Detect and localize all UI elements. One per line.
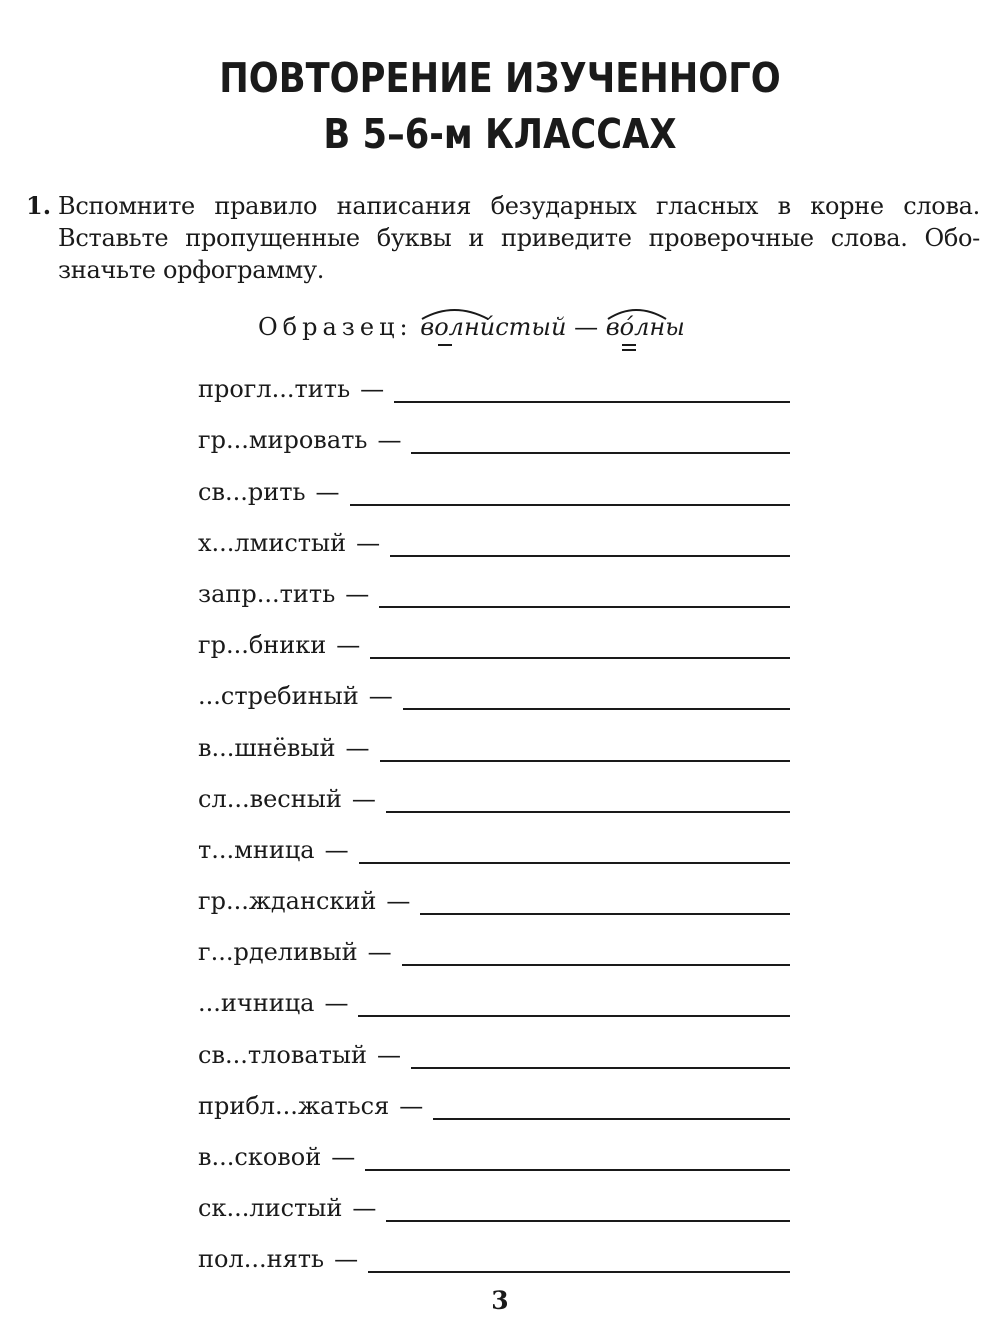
exercise-row [198, 923, 790, 974]
exercise-row [198, 821, 790, 872]
exercise-dash: — [331, 1143, 356, 1171]
exercise-row [198, 360, 790, 411]
exercise-dash: — [377, 1040, 402, 1069]
exercise-word: ...стребиный [198, 682, 359, 711]
sample-check-word-text: во́лны [605, 313, 685, 341]
exercise-dash: — [324, 989, 349, 1018]
exercise-word: ...ичница [198, 989, 315, 1018]
task-number: 1. [26, 191, 52, 220]
exercise-word: т...мница [198, 835, 315, 864]
answer-blank-line[interactable] [411, 1043, 790, 1069]
exercise-dash: — [352, 1194, 377, 1223]
exercise-dash: — [351, 784, 376, 813]
answer-blank-line[interactable] [403, 684, 790, 710]
exercise-word: в...сковой [198, 1143, 322, 1171]
exercise-row [198, 770, 790, 821]
exercise-row [198, 974, 790, 1025]
exercise-row [198, 1025, 790, 1076]
page-number: 3 [491, 1286, 509, 1315]
exercise-dash: — [367, 938, 392, 967]
exercise-row [198, 462, 790, 513]
answer-blank-line[interactable] [350, 480, 790, 506]
exercise-dash: — [356, 528, 381, 557]
exercise-row [198, 616, 790, 667]
sample-word-text: волни́стый [420, 313, 567, 341]
exercise-word: г...рделивый [198, 938, 358, 967]
exercise-word: х...лмистый [198, 528, 347, 557]
exercise-word: св...тловатый [198, 1040, 368, 1069]
task-instruction-line: Вставьте пропущенные буквы и приведите проверочные слова. Обо- [58, 224, 980, 252]
exercise-row [198, 411, 790, 462]
answer-blank-line[interactable] [365, 1145, 790, 1171]
exercise-word: гр...жданский [198, 887, 377, 916]
exercise-dash: — [368, 682, 393, 711]
answer-blank-line[interactable] [379, 582, 790, 608]
exercise-word: запр...тить [198, 579, 336, 608]
exercise-row [198, 1128, 790, 1179]
exercise-word: гр...бники [198, 631, 327, 660]
sample-example [258, 305, 685, 349]
exercise-row [198, 667, 790, 718]
exercise-word: прогл...тить [198, 375, 351, 404]
exercise-word: сл...весный [198, 784, 342, 813]
task-instruction-line: значьте орфограмму. [58, 256, 325, 284]
exercise-word: св...рить [198, 477, 306, 506]
answer-blank-line[interactable] [359, 838, 790, 864]
exercise-dash: — [360, 375, 385, 404]
exercise-row [198, 718, 790, 769]
exercise-word: гр...мировать [198, 426, 368, 455]
exercise-row [198, 565, 790, 616]
exercise-word: ск...листый [198, 1194, 343, 1223]
exercise-row [198, 1230, 790, 1281]
answer-blank-line[interactable] [358, 991, 790, 1017]
exercise-word: пол...нять [198, 1245, 325, 1274]
exercise-dash: — [377, 426, 402, 455]
exercise-dash: — [336, 631, 361, 660]
sample-dash: — [574, 313, 599, 341]
answer-blank-line[interactable] [420, 889, 790, 915]
task-instructions [58, 190, 980, 286]
exercise-row [198, 1179, 790, 1230]
sample-check-word [606, 305, 685, 349]
exercise-row [198, 872, 790, 923]
exercise-word: прибл...жаться [198, 1091, 390, 1120]
check-root-arc-mark [606, 305, 676, 351]
exercise-dash: — [399, 1091, 424, 1120]
sample-label: Образец: [258, 313, 413, 341]
page-title-line-2: В 5–6-м КЛАССАХ [323, 110, 677, 158]
exercise-dash: — [324, 835, 349, 864]
answer-blank-line[interactable] [402, 940, 790, 966]
exercise-dash: — [345, 579, 370, 608]
answer-blank-line[interactable] [380, 736, 790, 762]
answer-blank-line[interactable] [394, 377, 790, 403]
answer-blank-line[interactable] [368, 1247, 790, 1273]
task-instruction-line: Вспомните правило написания безударных гласных в корне слова. [58, 192, 980, 220]
answer-blank-line[interactable] [386, 787, 790, 813]
answer-blank-line[interactable] [390, 531, 790, 557]
answer-blank-line[interactable] [386, 1196, 790, 1222]
answer-blank-line[interactable] [370, 633, 790, 659]
exercise-word: в...шнёвый [198, 733, 336, 762]
exercise-dash: — [334, 1245, 359, 1274]
exercise-row [198, 1077, 790, 1128]
exercise-dash: — [386, 887, 411, 916]
answer-blank-line[interactable] [411, 428, 790, 454]
exercise-dash: — [345, 733, 370, 762]
exercise-dash: — [315, 477, 340, 506]
page-title-line-1: ПОВТОРЕНИЕ ИЗУЧЕННОГО [219, 54, 781, 102]
exercise-row [198, 514, 790, 565]
sample-word [420, 305, 566, 349]
root-arc-mark [420, 305, 490, 349]
exercise-list [198, 360, 790, 1281]
answer-blank-line[interactable] [433, 1094, 790, 1120]
